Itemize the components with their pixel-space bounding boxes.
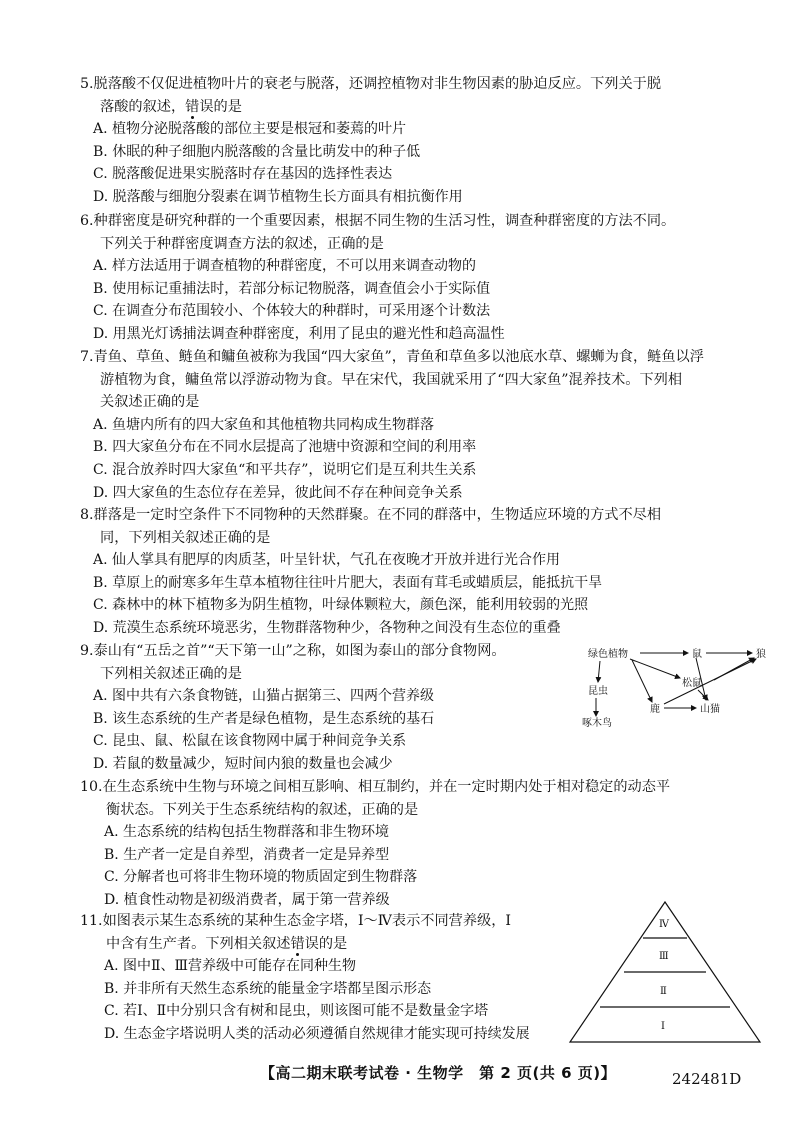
option-7c: C. 混合放养时四大家鱼“和平共存”，说明它们是互利共生关系: [93, 461, 477, 478]
question-10: [80, 776, 770, 912]
question-6-stem-line-1: 6.种群密度是研究种群的一个重要因素，根据不同生物的生活习性，调查种群密度的方法不同。: [80, 213, 676, 229]
emphasis-dot-char: 错: [185, 98, 200, 115]
arrow-squirrel-lynx: [698, 690, 708, 700]
node-insect: 昆虫: [588, 686, 608, 697]
option-5b: B. 休眠的种子细胞内脱落酸的含量比萌发中的种子低: [93, 143, 421, 160]
option-6b: B. 使用标记重捕法时，若部分标记物脱落，调查值会小于实际值: [93, 280, 491, 297]
question-7: [80, 346, 770, 504]
node-woodpecker: 啄木鸟: [582, 718, 612, 729]
question-7-stem-line-2: 游植物为食，鳙鱼常以浮游动物为食。早在宋代，我国就采用了“四大家鱼”混养技术。下列相: [100, 371, 683, 388]
question-8-stem-line-1: 8.群落是一定时空条件下不同物种的天然群聚。在不同的群落中，生物适应环境的方式不尽相: [80, 507, 662, 523]
option-11c: C. 若Ⅰ、Ⅱ中分别只含有树和昆虫，则该图可能不是数量金字塔: [104, 1003, 489, 1020]
ecological-pyramid: [565, 898, 765, 1048]
option-8c: C. 森林中的林下植物多为阴生植物，叶绿体颗粒大，颜色深，能利用较弱的光照: [93, 597, 589, 614]
node-mouse: 鼠: [692, 649, 702, 660]
question-5-stem-line-1: 5.脱落酸不仅促进植物叶片的衰老与脱落，还调控植物对非生物因素的胁迫反应。下列关于脱: [80, 76, 662, 92]
option-7a: A. 鱼塘内所有的四大家鱼和其他植物共同构成生物群落: [93, 416, 435, 433]
node-green-plant: 绿色植物: [588, 649, 628, 660]
node-squirrel: 松鼠: [682, 678, 702, 689]
question-8: [80, 504, 770, 640]
option-6d: D. 用黑光灯诱捕法调查种群密度，利用了昆虫的避光性和趋高温性: [93, 325, 505, 342]
question-10-stem-line-2: 衡状态。下列关于生态系统结构的叙述，正确的是: [106, 801, 419, 818]
option-6c: C. 在调查分布范围较小、个体较大的种群时，可采用逐个计数法: [93, 303, 491, 320]
question-9-stem-line-1: 9.泰山有“五岳之首”“天下第一山”之称，如图为泰山的部分食物网。: [80, 643, 506, 659]
option-9a: A. 图中共有六条食物链，山猫占据第三、四两个营养级: [93, 688, 435, 705]
option-8b: B. 草原上的耐寒多年生草本植物往往叶片肥大，表面有茸毛或蜡质层，能抵抗干旱: [93, 574, 603, 591]
arrow-plant-insect: [598, 661, 600, 682]
option-11a: A. 图中Ⅱ、Ⅲ营养级中可能存在同种生物: [104, 958, 357, 975]
question-8-stem-line-2: 同，下列相关叙述正确的是: [100, 529, 271, 546]
level-label-2: Ⅱ: [660, 986, 667, 997]
option-11d: D. 生态金字塔说明人类的活动必须遵循自然规律才能实现可持续发展: [104, 1025, 530, 1042]
node-wolf: 狼: [756, 649, 766, 660]
question-5-stem-text: 落酸的叙述，: [100, 98, 186, 115]
option-8d: D. 荒漠生态系统环境恶劣，生物群落物种少，各物种之间没有生态位的重叠: [93, 619, 561, 636]
option-11b: B. 并非所有天然生态系统的能量金字塔都呈图示形态: [104, 980, 432, 997]
arrow-deer-wolf: [664, 659, 756, 704]
option-9d: D. 若鼠的数量减少，短时间内狼的数量也会减少: [93, 755, 393, 772]
level-label-3: Ⅲ: [659, 951, 669, 962]
option-10d: D. 植食性动物是初级消费者，属于第一营养级: [104, 891, 390, 908]
level-label-4: Ⅳ: [659, 919, 669, 930]
question-11-stem-end: 误的是: [304, 935, 348, 952]
option-9b: B. 该生态系统的生产者是绿色植物，是生态系统的基石: [93, 710, 435, 727]
option-9c: C. 昆虫、鼠、松鼠在该食物网中属于种间竞争关系: [93, 733, 407, 750]
question-11-stem-line-1: 11.如图表示某生态系统的某种生态金字塔，Ⅰ～Ⅳ表示不同营养级，Ⅰ: [80, 913, 512, 929]
question-11-stem-text: 中含有生产者。下列相关叙述: [106, 935, 291, 952]
option-7d: D. 四大家鱼的生态位存在差异，彼此间不存在种间竞争关系: [93, 484, 463, 501]
question-10-stem-line-1: 10.在生态系统中生物与环境之间相互影响、相互制约，并在一定时期内处于相对稳定的动态平: [80, 779, 671, 795]
arrow-plant-squirrel: [630, 659, 680, 678]
food-web-diagram: [580, 640, 780, 755]
node-lynx: 山猫: [700, 704, 720, 715]
option-6a: A. 样方法适用于调查植物的种群密度，不可以用来调查动物的: [93, 258, 477, 275]
option-10b: B. 生产者一定是自养型，消费者一定是异养型: [104, 846, 390, 863]
option-10c: C. 分解者也可将非生物环境的物质固定到生物群落: [104, 869, 418, 886]
food-web-arrows: [596, 653, 756, 716]
question-6: [80, 210, 770, 346]
page-footer: 【高二期末联考试卷 · 生物学 第 2 页(共 6 页)】: [260, 1064, 617, 1082]
question-9-stem-line-2: 下列相关叙述正确的是: [100, 665, 242, 682]
option-5a: A. 植物分泌脱落酸的部位主要是根冠和萎蔫的叶片: [93, 121, 407, 138]
question-7-stem-line-1: 7.青鱼、草鱼、鲢鱼和鳙鱼被称为我国“四大家鱼”，青鱼和草鱼多以池底水草、螺蛳为食，鲢鱼以浮: [80, 349, 704, 365]
option-10a: A. 生态系统的结构包括生物群落和非生物环境: [104, 824, 390, 841]
emphasis-dot-char: 错: [290, 935, 305, 952]
question-7-stem-line-3: 关叙述正确的是: [100, 394, 200, 411]
question-5-stem-line-2: [80, 96, 770, 119]
exam-code: 242481D: [672, 1070, 742, 1088]
option-7b: B. 四大家鱼分布在不同水层提高了池塘中资源和空间的利用率: [93, 439, 477, 456]
question-5-stem-end: 误的是: [199, 98, 242, 115]
option-5d: D. 脱落酸与细胞分裂素在调节植物生长方面具有相抗衡作用: [93, 188, 463, 205]
node-deer: 鹿: [650, 704, 660, 715]
option-8a: A. 仙人掌具有肥厚的肉质茎，叶呈针状，气孔在夜晚才开放并进行光合作用: [93, 552, 561, 569]
question-5: [80, 73, 770, 209]
level-label-1: Ⅰ: [661, 1021, 665, 1032]
question-6-stem-line-2: 下列关于种群密度调查方法的叙述，正确的是: [100, 235, 384, 252]
option-5c: C. 脱落酸促进果实脱落时存在基因的选择性表达: [93, 166, 393, 183]
